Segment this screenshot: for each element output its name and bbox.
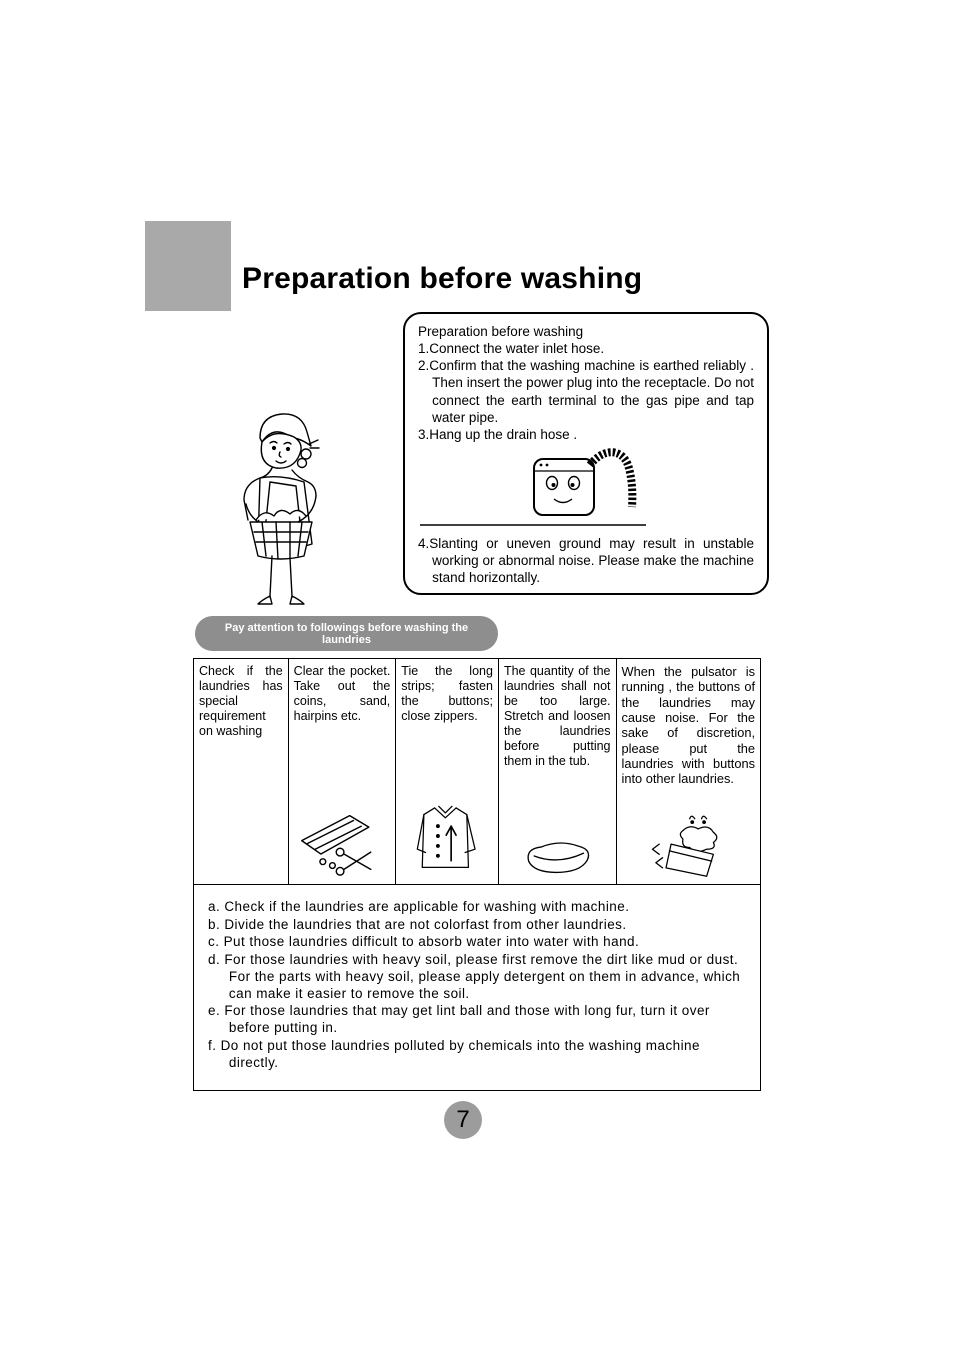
attention-cell-text: When the pulsator is running , the buttons of the laundries may cause noise. For the sake of discretion, please put the laundries with buttons into other laundries. [621, 664, 755, 787]
attention-cell-clear-pocket [289, 659, 397, 884]
instructions-box [403, 312, 769, 595]
corner-decoration [145, 221, 231, 311]
note-d: d. For those laundries with heavy soil, please first remove the dirt like mud or dust. For the parts with heavy soil, please apply detergent on them in advance, which can make it easier to remove the soil. [208, 952, 741, 1001]
shirt-with-buttons-icon [401, 791, 493, 878]
instruction-item-3: 3.Hang up the drain hose . [418, 426, 578, 442]
instruction-item-4: 4.Slanting or uneven ground may result in unstable working or abnormal noise. Please make the machine stand horizontally. [418, 535, 754, 586]
attention-cell-text: Clear the pocket. Take out the coins, sand, hairpins etc. [293, 664, 391, 723]
attention-table [193, 658, 761, 1091]
note-a: a. Check if the laundries are applicable for washing with machine. [208, 899, 630, 914]
attention-cell-tie-strips [396, 659, 499, 884]
attention-cell-special-requirement [194, 659, 289, 884]
attention-cell-pulsator-noise [617, 659, 760, 884]
note-f: f. Do not put those laundries polluted by chemicals into the washing machine directly. [208, 1037, 700, 1070]
note-c: c. Put those laundries difficult to absorb water into water with hand. [208, 934, 640, 950]
note-e: e. For those laundries that may get lint ball and those with long fur, turn it over before putting in. [208, 1003, 710, 1036]
page-title: Preparation before washing [242, 262, 643, 295]
instructions-heading: Preparation before washing [418, 324, 584, 339]
pocket-and-scissors-icon [294, 805, 391, 878]
instruction-item-2: 2.Confirm that the washing machine is earthed reliably . Then insert the power plug into the receptacle. Do not connect the earth terminal to the gas pipe and tap water pipe. [418, 358, 754, 425]
attention-cell-quantity [499, 659, 617, 884]
attention-table-columns [194, 659, 760, 884]
page-number: 7 [456, 1106, 470, 1133]
attention-cell-text: Check if the laundries has special requirement on washing [199, 664, 283, 738]
noisy-washing-machine-icon [622, 809, 755, 878]
instruction-item-1: 1.Connect the water inlet hose. [418, 341, 605, 357]
note-b: b. Divide the laundries that are not colorfast from other laundries. [208, 916, 627, 932]
folded-laundry-icon [504, 831, 611, 878]
page-number-badge [444, 1101, 482, 1139]
woman-with-laundry-basket-icon [214, 404, 346, 612]
laundry-notes [194, 884, 760, 1090]
attention-cell-text: Tie the long strips; fasten the buttons; close zippers. [401, 664, 493, 723]
attention-cell-text: The quantity of the laundries shall not be too large. Stretch and loosen the laundries before putting them in the tub. [503, 664, 611, 768]
washing-machine-drain-hose-icon [418, 445, 754, 533]
attention-badge: Pay attention to followings before washing the laundries [195, 616, 498, 651]
